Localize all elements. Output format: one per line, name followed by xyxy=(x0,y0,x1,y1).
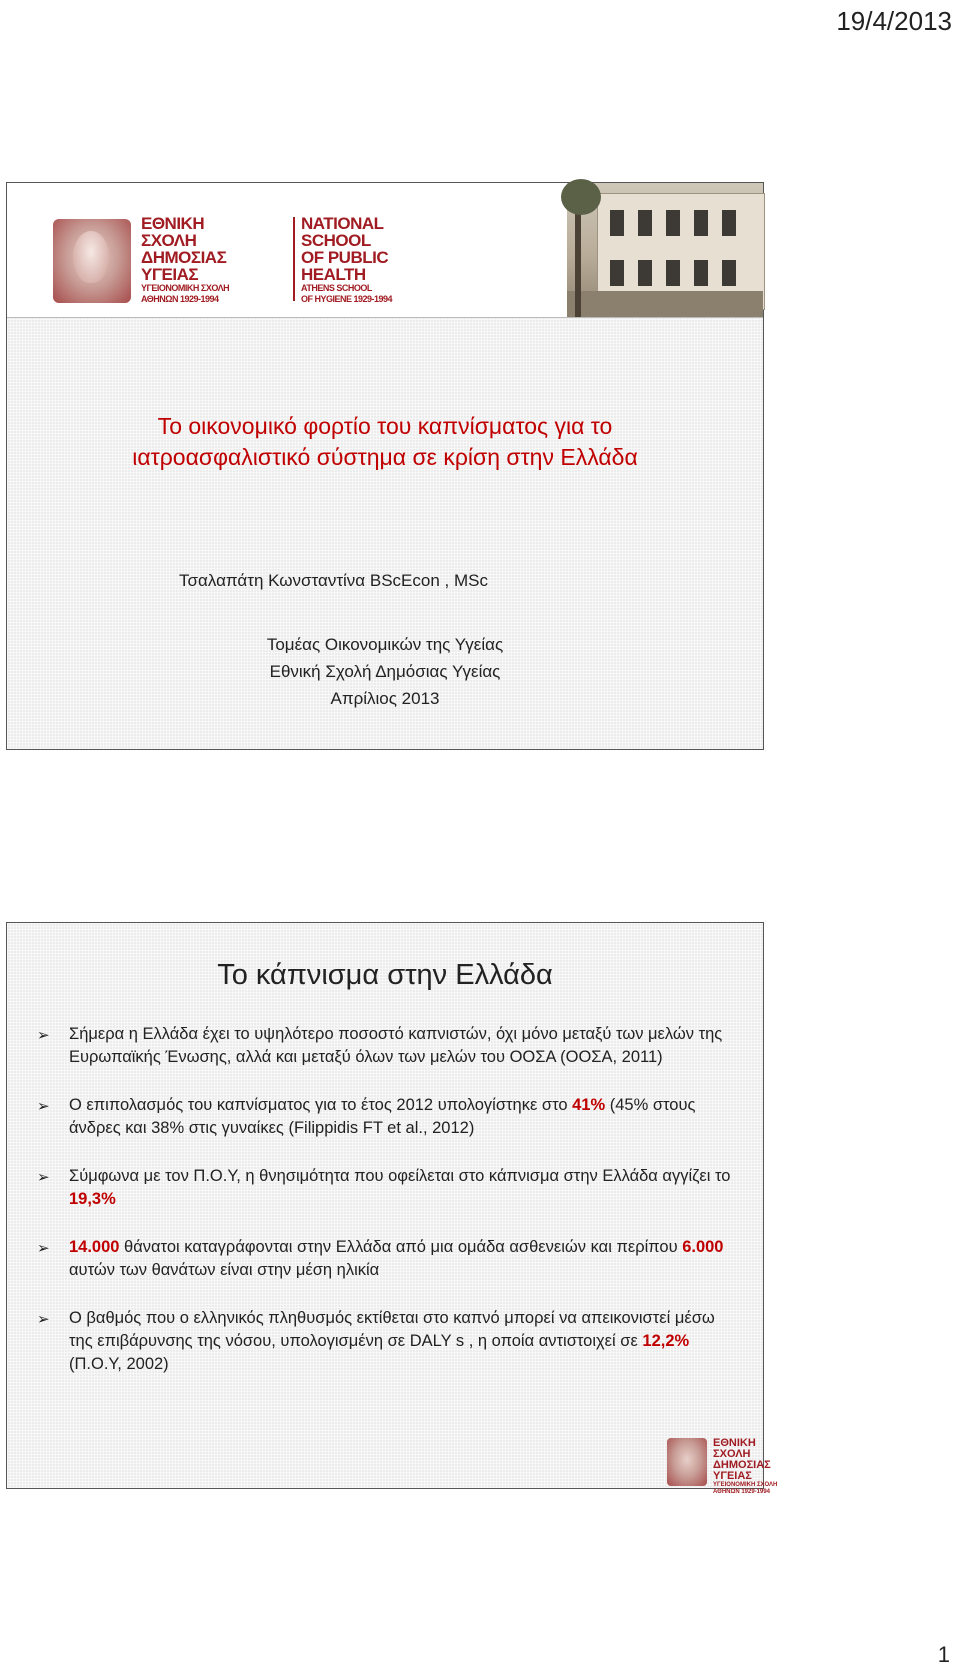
title-slide xyxy=(6,182,764,750)
presentation-title: Το οικονομικό φορτίο του καπνίσματος για το ιατροασφαλιστικό σύστημα σε κρίση στην Ελλάδα xyxy=(132,413,638,470)
bullet-text: Σύμφωνα με τον Π.Ο.Υ, η θνησιμότητα που οφείλεται στο κάπνισμα στην Ελλάδα αγγίζει το xyxy=(69,1167,731,1185)
bullet-text: θάνατοι καταγράφονται στην Ελλάδα από μια ομάδα ασθενειών και περίπου xyxy=(119,1238,683,1256)
corner-logo: ΕΘΝΙΚΗ ΣΧΟΛΗ ΔΗΜΟΣΙΑΣ ΥΓΕΙΑΣ ΥΓΕΙΟΝΟΜΙΚΗ ΣΧΟΛΗ ΑΘΗΝΩΝ 1929-1994 xyxy=(663,1436,763,1488)
arrow-bullet-icon: ➢ xyxy=(37,1240,50,1257)
bullet-text: αυτών των θανάτων είναι στην μέση ηλικία xyxy=(69,1261,380,1279)
highlighted-figure: 19,3% xyxy=(69,1190,116,1208)
highlighted-figure: 12,2% xyxy=(642,1332,690,1350)
arrow-bullet-icon: ➢ xyxy=(37,1169,50,1186)
bullet-text: Ο επιπολασμός του καπνίσματος για το έτος 2012 υπολογίστηκε στο xyxy=(69,1096,573,1114)
statue-face-icon xyxy=(667,1438,707,1486)
building-photo xyxy=(567,183,763,317)
author-line: Τσαλαπάτη Κωνσταντίνα BScEcon , MSc xyxy=(179,571,488,590)
header-band xyxy=(7,183,763,318)
bullet-item xyxy=(37,1236,737,1282)
logo-greek-text: ΕΘΝΙΚΗ ΣΧΟΛΗ ΔΗΜΟΣΙΑΣ ΥΓΕΙΑΣ ΥΓΕΙΟΝΟΜΙΚΗ ΣΧΟΛΗ ΑΘΗΝΩΝ 1929-1994 xyxy=(141,214,230,304)
logo-english-text: NATIONAL SCHOOL OF PUBLIC HEALTH ATHENS SCHOOL OF HYGIENE 1929-1994 xyxy=(301,214,393,304)
bullet-list xyxy=(37,1023,737,1376)
bullet-item xyxy=(37,1023,737,1069)
bullet-item xyxy=(37,1165,737,1211)
content-slide xyxy=(6,922,778,1495)
bullet-text: (45% στους άνδρες και 38% στις γυναίκες (Filippidis FT et al., 2012) xyxy=(69,1096,696,1137)
statue-face-icon xyxy=(53,219,131,303)
page-number: 1 xyxy=(937,1642,950,1667)
slide-title: Το κάπνισμα στην Ελλάδα xyxy=(217,959,553,991)
department: Τομέας Οικονομικών της Υγείας xyxy=(266,635,504,654)
institution: Εθνική Σχολή Δημόσιας Υγείας xyxy=(269,662,501,681)
page-date: 19/4/2013 xyxy=(836,6,952,36)
bullet-text: Σήμερα η Ελλάδα έχει το υψηλότερο ποσοστό καπνιστών, όχι μόνο μεταξύ των μελών της Ευρωπαϊκής Ένωσης, αλλά και μεταξύ όλων των μελών του ΟΟΣΑ (ΟΟΣΑ, 2011) xyxy=(69,1025,723,1066)
highlighted-figure: 6.000 xyxy=(682,1238,724,1256)
bullet-item xyxy=(37,1307,737,1376)
bullet-item xyxy=(37,1094,737,1140)
bullet-text: (Π.Ο.Υ, 2002) xyxy=(69,1355,169,1373)
highlighted-figure: 14.000 xyxy=(69,1238,120,1256)
highlighted-figure: 41% xyxy=(572,1096,606,1114)
bullet-text: Ο βαθμός που ο ελληνικός πληθυσμός εκτίθεται στο καπνό μπορεί να απεικονιστεί μέσω της επιβάρυνσης της νόσου, υπολογισμένη σε DALY s , η οποία αντιστοιχεί σε xyxy=(69,1309,715,1350)
arrow-bullet-icon: ➢ xyxy=(37,1027,50,1044)
arrow-bullet-icon: ➢ xyxy=(37,1098,50,1115)
presentation-date: Απρίλιος 2013 xyxy=(330,689,440,708)
affiliation-block xyxy=(7,631,763,712)
arrow-bullet-icon: ➢ xyxy=(37,1311,50,1328)
